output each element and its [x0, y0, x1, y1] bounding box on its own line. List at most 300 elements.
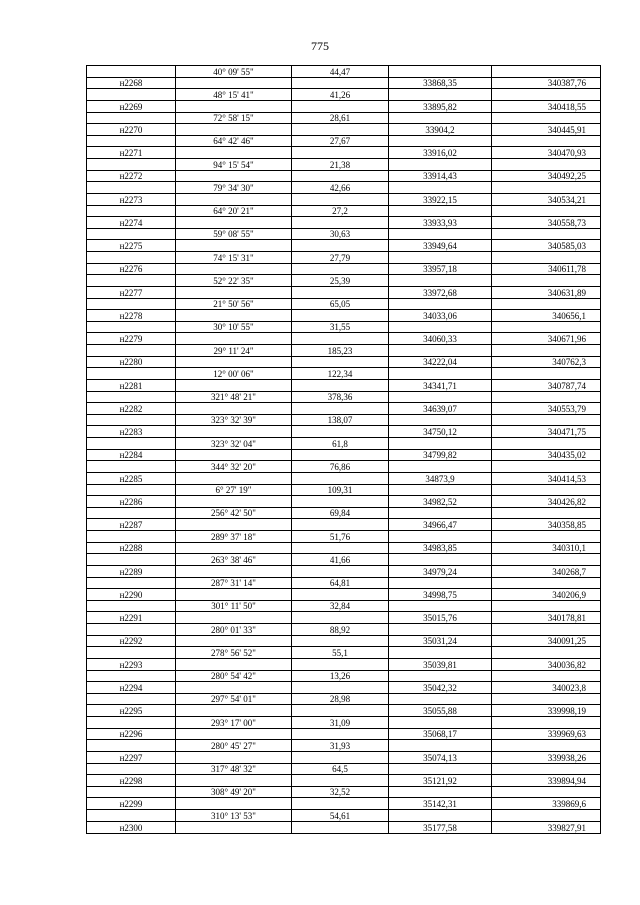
- segment-row: [87, 205, 601, 217]
- segment-length: 378,36: [292, 391, 389, 403]
- empty-cell: [176, 658, 292, 670]
- empty-cell: [176, 193, 292, 205]
- point-name: н2279: [87, 333, 176, 345]
- empty-cell: [87, 531, 176, 543]
- point-row: [87, 403, 601, 415]
- empty-cell: [176, 496, 292, 508]
- empty-cell: [389, 600, 492, 612]
- segment-row: [87, 345, 601, 357]
- point-name: н2286: [87, 496, 176, 508]
- empty-cell: [492, 647, 601, 659]
- segment-row: [87, 228, 601, 240]
- empty-cell: [176, 263, 292, 275]
- segment-length: 65,05: [292, 298, 389, 310]
- segment-row: [87, 461, 601, 473]
- segment-row: [87, 693, 601, 705]
- coord-x: 35039,81: [389, 658, 492, 670]
- point-name: н2294: [87, 682, 176, 694]
- point-row: [87, 472, 601, 484]
- segment-length: 51,76: [292, 531, 389, 543]
- empty-cell: [87, 740, 176, 752]
- point-row: [87, 449, 601, 461]
- empty-cell: [389, 368, 492, 380]
- empty-cell: [292, 775, 389, 787]
- segment-row: [87, 531, 601, 543]
- coord-y: 340023,8: [492, 682, 601, 694]
- coord-y: 340553,79: [492, 403, 601, 415]
- empty-cell: [389, 670, 492, 682]
- empty-cell: [176, 565, 292, 577]
- point-name: н2273: [87, 193, 176, 205]
- empty-cell: [176, 286, 292, 298]
- direction-angle: 278° 56' 52": [176, 647, 292, 659]
- coord-y: 340787,74: [492, 379, 601, 391]
- empty-cell: [292, 821, 389, 833]
- point-name: н2283: [87, 426, 176, 438]
- segment-row: [87, 600, 601, 612]
- empty-cell: [176, 589, 292, 601]
- point-name: н2270: [87, 124, 176, 136]
- segment-row: [87, 577, 601, 589]
- point-row: [87, 124, 601, 136]
- direction-angle: 21° 50' 56": [176, 298, 292, 310]
- segment-length: 69,84: [292, 507, 389, 519]
- coord-y: 340426,82: [492, 496, 601, 508]
- point-name: н2271: [87, 147, 176, 159]
- empty-cell: [492, 159, 601, 171]
- empty-cell: [87, 368, 176, 380]
- coord-x: 34998,75: [389, 589, 492, 601]
- empty-cell: [492, 321, 601, 333]
- coord-x: 33972,68: [389, 286, 492, 298]
- empty-cell: [389, 624, 492, 636]
- empty-cell: [292, 728, 389, 740]
- point-name: н2272: [87, 170, 176, 182]
- point-row: [87, 333, 601, 345]
- segment-length: 88,92: [292, 624, 389, 636]
- segment-length: 31,93: [292, 740, 389, 752]
- empty-cell: [492, 438, 601, 450]
- empty-cell: [292, 449, 389, 461]
- coord-x: 34979,24: [389, 565, 492, 577]
- point-name: н2299: [87, 798, 176, 810]
- empty-cell: [87, 321, 176, 333]
- point-row: [87, 565, 601, 577]
- coord-x: 34341,71: [389, 379, 492, 391]
- point-row: [87, 635, 601, 647]
- coord-x: 34222,04: [389, 356, 492, 368]
- segment-length: 28,61: [292, 112, 389, 124]
- point-row: [87, 426, 601, 438]
- segment-length: 41,26: [292, 89, 389, 101]
- segment-length: 61,8: [292, 438, 389, 450]
- direction-angle: 59° 08' 55": [176, 228, 292, 240]
- empty-cell: [292, 217, 389, 229]
- segment-row: [87, 89, 601, 101]
- point-name: н2278: [87, 310, 176, 322]
- empty-cell: [176, 798, 292, 810]
- coord-y: 339827,91: [492, 821, 601, 833]
- coord-x: 33904,2: [389, 124, 492, 136]
- empty-cell: [389, 531, 492, 543]
- coord-y: 340036,82: [492, 658, 601, 670]
- point-name: н2289: [87, 565, 176, 577]
- empty-cell: [87, 414, 176, 426]
- empty-cell: [87, 717, 176, 729]
- coord-y: 340470,93: [492, 147, 601, 159]
- segment-length: 109,31: [292, 484, 389, 496]
- empty-cell: [389, 66, 492, 78]
- direction-angle: 310° 13' 53": [176, 810, 292, 822]
- point-name: н2297: [87, 751, 176, 763]
- point-row: [87, 705, 601, 717]
- coord-y: 340206,9: [492, 589, 601, 601]
- coord-y: 340631,89: [492, 286, 601, 298]
- point-row: [87, 193, 601, 205]
- empty-cell: [176, 682, 292, 694]
- coord-x: 34639,07: [389, 403, 492, 415]
- empty-cell: [492, 740, 601, 752]
- point-row: [87, 658, 601, 670]
- segment-row: [87, 182, 601, 194]
- segment-row: [87, 321, 601, 333]
- point-row: [87, 286, 601, 298]
- point-name: н2291: [87, 612, 176, 624]
- empty-cell: [389, 275, 492, 287]
- empty-cell: [389, 89, 492, 101]
- empty-cell: [87, 298, 176, 310]
- empty-cell: [492, 461, 601, 473]
- empty-cell: [87, 670, 176, 682]
- direction-angle: 293° 17' 00": [176, 717, 292, 729]
- empty-cell: [176, 379, 292, 391]
- segment-row: [87, 298, 601, 310]
- direction-angle: 29° 11' 24": [176, 345, 292, 357]
- page-number: 775: [311, 39, 329, 53]
- empty-cell: [292, 124, 389, 136]
- point-name: н2275: [87, 240, 176, 252]
- coord-x: 33914,43: [389, 170, 492, 182]
- empty-cell: [389, 647, 492, 659]
- coord-x: 33895,82: [389, 100, 492, 112]
- point-row: [87, 356, 601, 368]
- segment-length: 54,61: [292, 810, 389, 822]
- empty-cell: [176, 449, 292, 461]
- direction-angle: 297° 54' 01": [176, 693, 292, 705]
- segment-row: [87, 414, 601, 426]
- coord-y: 340671,96: [492, 333, 601, 345]
- empty-cell: [176, 821, 292, 833]
- coord-y: 340418,55: [492, 100, 601, 112]
- empty-cell: [87, 345, 176, 357]
- coord-y: 339938,26: [492, 751, 601, 763]
- point-row: [87, 77, 601, 89]
- empty-cell: [492, 112, 601, 124]
- empty-cell: [87, 159, 176, 171]
- direction-angle: 323° 32' 04": [176, 438, 292, 450]
- empty-cell: [87, 647, 176, 659]
- segment-row: [87, 391, 601, 403]
- empty-cell: [389, 159, 492, 171]
- point-row: [87, 821, 601, 833]
- empty-cell: [176, 356, 292, 368]
- coord-x: 34983,85: [389, 542, 492, 554]
- segment-row: [87, 740, 601, 752]
- coord-y: 340435,02: [492, 449, 601, 461]
- point-name: н2287: [87, 519, 176, 531]
- direction-angle: 94° 15' 54": [176, 159, 292, 171]
- coord-x: 34799,82: [389, 449, 492, 461]
- direction-angle: 72° 58' 15": [176, 112, 292, 124]
- segment-row: [87, 275, 601, 287]
- segment-length: 28,98: [292, 693, 389, 705]
- segment-row: [87, 810, 601, 822]
- coord-y: 340178,81: [492, 612, 601, 624]
- coordinates-table: [86, 65, 601, 834]
- empty-cell: [176, 170, 292, 182]
- segment-length: 27,2: [292, 205, 389, 217]
- empty-cell: [492, 205, 601, 217]
- empty-cell: [87, 112, 176, 124]
- empty-cell: [87, 507, 176, 519]
- direction-angle: 301° 11' 50": [176, 600, 292, 612]
- empty-cell: [292, 426, 389, 438]
- direction-angle: 263° 38' 46": [176, 554, 292, 566]
- point-row: [87, 240, 601, 252]
- empty-cell: [492, 717, 601, 729]
- empty-cell: [292, 496, 389, 508]
- empty-cell: [389, 321, 492, 333]
- empty-cell: [389, 810, 492, 822]
- empty-cell: [292, 589, 389, 601]
- coord-x: 33933,93: [389, 217, 492, 229]
- empty-cell: [292, 798, 389, 810]
- direction-angle: 323° 32' 39": [176, 414, 292, 426]
- direction-angle: 64° 20' 21": [176, 205, 292, 217]
- direction-angle: 48° 15' 41": [176, 89, 292, 101]
- point-name: н2276: [87, 263, 176, 275]
- empty-cell: [292, 519, 389, 531]
- segment-row: [87, 66, 601, 78]
- empty-cell: [492, 484, 601, 496]
- empty-cell: [292, 263, 389, 275]
- coord-x: 35142,31: [389, 798, 492, 810]
- coord-x: 34966,47: [389, 519, 492, 531]
- empty-cell: [176, 77, 292, 89]
- point-name: н2293: [87, 658, 176, 670]
- coord-y: 340585,03: [492, 240, 601, 252]
- direction-angle: 12° 00' 06": [176, 368, 292, 380]
- coord-x: 35042,32: [389, 682, 492, 694]
- point-row: [87, 263, 601, 275]
- empty-cell: [176, 217, 292, 229]
- coord-y: 339894,94: [492, 775, 601, 787]
- coord-x: 33868,35: [389, 77, 492, 89]
- empty-cell: [492, 252, 601, 264]
- segment-length: 76,86: [292, 461, 389, 473]
- segment-row: [87, 763, 601, 775]
- segment-row: [87, 647, 601, 659]
- direction-angle: 280° 01' 33": [176, 624, 292, 636]
- empty-cell: [87, 252, 176, 264]
- point-name: н2281: [87, 379, 176, 391]
- empty-cell: [292, 705, 389, 717]
- segment-length: 21,38: [292, 159, 389, 171]
- empty-cell: [292, 612, 389, 624]
- coord-x: 34060,33: [389, 333, 492, 345]
- coord-y: 340091,25: [492, 635, 601, 647]
- coord-y: 340534,21: [492, 193, 601, 205]
- segment-row: [87, 670, 601, 682]
- coord-x: 35177,58: [389, 821, 492, 833]
- coord-x: 35121,92: [389, 775, 492, 787]
- empty-cell: [87, 600, 176, 612]
- empty-cell: [492, 670, 601, 682]
- empty-cell: [389, 438, 492, 450]
- coord-y: 340268,7: [492, 565, 601, 577]
- point-row: [87, 496, 601, 508]
- point-row: [87, 310, 601, 322]
- empty-cell: [292, 286, 389, 298]
- empty-cell: [492, 786, 601, 798]
- point-row: [87, 612, 601, 624]
- empty-cell: [389, 112, 492, 124]
- empty-cell: [176, 612, 292, 624]
- segment-length: 138,07: [292, 414, 389, 426]
- empty-cell: [389, 414, 492, 426]
- point-row: [87, 217, 601, 229]
- point-row: [87, 170, 601, 182]
- empty-cell: [292, 100, 389, 112]
- coord-x: 33957,18: [389, 263, 492, 275]
- empty-cell: [292, 682, 389, 694]
- empty-cell: [176, 542, 292, 554]
- segment-length: 25,39: [292, 275, 389, 287]
- coord-x: 35055,88: [389, 705, 492, 717]
- empty-cell: [87, 89, 176, 101]
- segment-length: 27,67: [292, 135, 389, 147]
- direction-angle: 74° 15' 31": [176, 252, 292, 264]
- direction-angle: 64° 42' 46": [176, 135, 292, 147]
- segment-length: 185,23: [292, 345, 389, 357]
- point-row: [87, 682, 601, 694]
- direction-angle: 344° 32' 20": [176, 461, 292, 473]
- point-row: [87, 728, 601, 740]
- empty-cell: [292, 751, 389, 763]
- empty-cell: [176, 705, 292, 717]
- segment-length: 41,66: [292, 554, 389, 566]
- point-name: н2296: [87, 728, 176, 740]
- coord-x: 34873,9: [389, 472, 492, 484]
- point-name: н2292: [87, 635, 176, 647]
- segment-row: [87, 624, 601, 636]
- empty-cell: [176, 124, 292, 136]
- empty-cell: [176, 310, 292, 322]
- empty-cell: [389, 763, 492, 775]
- empty-cell: [87, 810, 176, 822]
- point-row: [87, 147, 601, 159]
- empty-cell: [389, 461, 492, 473]
- empty-cell: [292, 193, 389, 205]
- empty-cell: [176, 426, 292, 438]
- empty-cell: [492, 298, 601, 310]
- empty-cell: [389, 345, 492, 357]
- coord-y: 340414,53: [492, 472, 601, 484]
- empty-cell: [389, 577, 492, 589]
- direction-angle: 321° 48' 21": [176, 391, 292, 403]
- empty-cell: [389, 786, 492, 798]
- segment-row: [87, 717, 601, 729]
- coord-y: 340558,73: [492, 217, 601, 229]
- empty-cell: [389, 507, 492, 519]
- point-row: [87, 519, 601, 531]
- segment-length: 32,52: [292, 786, 389, 798]
- empty-cell: [492, 66, 601, 78]
- coord-x: 33922,15: [389, 193, 492, 205]
- coord-y: 340762,3: [492, 356, 601, 368]
- empty-cell: [389, 205, 492, 217]
- empty-cell: [492, 345, 601, 357]
- empty-cell: [176, 240, 292, 252]
- coord-y: 340611,78: [492, 263, 601, 275]
- empty-cell: [492, 135, 601, 147]
- empty-cell: [492, 507, 601, 519]
- direction-angle: 287° 31' 14": [176, 577, 292, 589]
- segment-row: [87, 135, 601, 147]
- point-row: [87, 100, 601, 112]
- empty-cell: [292, 147, 389, 159]
- empty-cell: [292, 77, 389, 89]
- empty-cell: [176, 333, 292, 345]
- empty-cell: [292, 658, 389, 670]
- direction-angle: 256° 42' 50": [176, 507, 292, 519]
- coord-y: 340310,1: [492, 542, 601, 554]
- point-row: [87, 589, 601, 601]
- empty-cell: [87, 763, 176, 775]
- segment-row: [87, 484, 601, 496]
- empty-cell: [87, 624, 176, 636]
- point-row: [87, 798, 601, 810]
- empty-cell: [176, 403, 292, 415]
- coord-x: 34750,12: [389, 426, 492, 438]
- segment-length: 32,84: [292, 600, 389, 612]
- empty-cell: [87, 438, 176, 450]
- empty-cell: [292, 542, 389, 554]
- direction-angle: 79° 34' 30": [176, 182, 292, 194]
- empty-cell: [292, 333, 389, 345]
- empty-cell: [292, 240, 389, 252]
- empty-cell: [292, 403, 389, 415]
- point-name: н2277: [87, 286, 176, 298]
- coord-y: 340656,1: [492, 310, 601, 322]
- coord-x: 35068,17: [389, 728, 492, 740]
- direction-angle: 6° 27' 19": [176, 484, 292, 496]
- empty-cell: [492, 414, 601, 426]
- coord-y: 339998,19: [492, 705, 601, 717]
- point-name: н2282: [87, 403, 176, 415]
- empty-cell: [389, 228, 492, 240]
- coord-x: 34033,06: [389, 310, 492, 322]
- point-name: н2300: [87, 821, 176, 833]
- empty-cell: [176, 147, 292, 159]
- empty-cell: [389, 740, 492, 752]
- direction-angle: 280° 54' 42": [176, 670, 292, 682]
- empty-cell: [389, 484, 492, 496]
- empty-cell: [87, 786, 176, 798]
- empty-cell: [87, 205, 176, 217]
- point-name: н2298: [87, 775, 176, 787]
- direction-angle: 30° 10' 55": [176, 321, 292, 333]
